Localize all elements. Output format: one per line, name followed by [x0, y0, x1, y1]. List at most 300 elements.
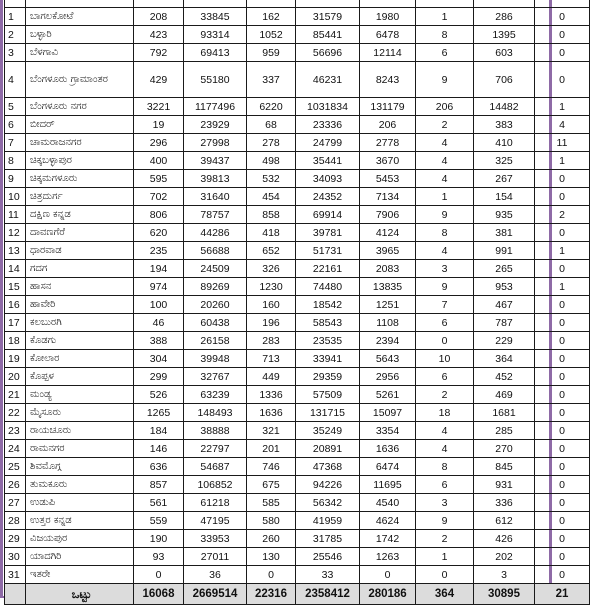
value-cell: 337	[247, 62, 296, 98]
value-cell: 8	[416, 224, 474, 242]
row-number-cell: 19	[5, 350, 26, 368]
value-cell: 383	[474, 116, 535, 134]
value-cell: 146	[134, 440, 184, 458]
value-cell: 636	[134, 458, 184, 476]
value-cell	[474, 0, 535, 8]
value-cell: 46231	[296, 62, 360, 98]
value-cell: 4	[416, 152, 474, 170]
value-cell: 1980	[360, 8, 416, 26]
value-cell: 857	[134, 476, 184, 494]
value-cell: 792	[134, 44, 184, 62]
value-cell	[360, 0, 416, 8]
value-cell: 33953	[184, 530, 247, 548]
value-cell: 0	[535, 26, 590, 44]
value-cell: 46	[134, 314, 184, 332]
row-number-cell: 29	[5, 530, 26, 548]
value-cell: 388	[134, 332, 184, 350]
value-cell: 24799	[296, 134, 360, 152]
value-cell: 400	[134, 152, 184, 170]
district-name-cell: ದಾವಣಗೆರೆ	[26, 224, 134, 242]
value-cell: 559	[134, 512, 184, 530]
row-number-cell: 22	[5, 404, 26, 422]
value-cell: 6	[416, 44, 474, 62]
value-cell: 190	[134, 530, 184, 548]
value-cell: 154	[474, 188, 535, 206]
row-number-cell: 16	[5, 296, 26, 314]
table-row	[5, 260, 590, 278]
value-cell: 299	[134, 368, 184, 386]
row-number-cell: 6	[5, 116, 26, 134]
row-number-cell: 4	[5, 62, 26, 98]
value-cell: 2	[416, 116, 474, 134]
value-cell: 6	[416, 368, 474, 386]
table-row	[5, 332, 590, 350]
value-cell: 0	[416, 332, 474, 350]
value-cell: 974	[134, 278, 184, 296]
value-cell: 3	[416, 260, 474, 278]
district-name-cell: ತುಮಕೂರು	[26, 476, 134, 494]
value-cell: 620	[134, 224, 184, 242]
value-cell	[134, 0, 184, 8]
value-cell: 321	[247, 422, 296, 440]
value-cell: 6478	[360, 26, 416, 44]
district-name-cell: ಮೈಸೂರು	[26, 404, 134, 422]
total-value-cell: 280186	[360, 584, 416, 605]
table-row	[5, 278, 590, 296]
value-cell: 201	[247, 440, 296, 458]
value-cell: 4	[416, 242, 474, 260]
value-cell: 0	[535, 224, 590, 242]
district-name-cell	[26, 0, 134, 8]
value-cell: 612	[474, 512, 535, 530]
row-number-cell: 2	[5, 26, 26, 44]
value-cell: 27998	[184, 134, 247, 152]
row-number-cell: 31	[5, 566, 26, 584]
total-number-cell	[5, 584, 26, 605]
value-cell: 561	[134, 494, 184, 512]
value-cell: 8	[416, 26, 474, 44]
value-cell: 4	[416, 170, 474, 188]
value-cell: 55180	[184, 62, 247, 98]
value-cell: 69914	[296, 206, 360, 224]
value-cell: 89269	[184, 278, 247, 296]
value-cell: 713	[247, 350, 296, 368]
value-cell: 1	[535, 152, 590, 170]
value-cell: 410	[474, 134, 535, 152]
value-cell: 162	[247, 8, 296, 26]
value-cell: 7134	[360, 188, 416, 206]
value-cell: 1	[416, 188, 474, 206]
value-cell: 202	[474, 548, 535, 566]
row-number-cell: 21	[5, 386, 26, 404]
row-number-cell: 28	[5, 512, 26, 530]
value-cell: 0	[535, 548, 590, 566]
value-cell: 1742	[360, 530, 416, 548]
value-cell: 452	[474, 368, 535, 386]
value-cell: 38888	[184, 422, 247, 440]
value-cell: 326	[247, 260, 296, 278]
value-cell: 467	[474, 296, 535, 314]
value-cell: 12114	[360, 44, 416, 62]
table-row	[5, 170, 590, 188]
district-name-cell: ಚಿಕ್ಕಮಗಳೂರು	[26, 170, 134, 188]
district-name-cell: ಕಲಬುರಗಿ	[26, 314, 134, 332]
value-cell: 196	[247, 314, 296, 332]
district-name-cell: ಕೊಪ್ಪಳ	[26, 368, 134, 386]
total-value-cell: 16068	[134, 584, 184, 605]
row-number-cell: 20	[5, 368, 26, 386]
value-cell: 61218	[184, 494, 247, 512]
value-cell: 0	[360, 566, 416, 584]
value-cell: 78757	[184, 206, 247, 224]
row-number-cell: 23	[5, 422, 26, 440]
value-cell: 74480	[296, 278, 360, 296]
value-cell	[247, 0, 296, 8]
value-cell: 991	[474, 242, 535, 260]
value-cell: 469	[474, 386, 535, 404]
value-cell: 0	[535, 530, 590, 548]
row-number-cell: 9	[5, 170, 26, 188]
value-cell: 47368	[296, 458, 360, 476]
value-cell: 9	[416, 512, 474, 530]
row-number-cell: 14	[5, 260, 26, 278]
table-row	[5, 0, 590, 8]
value-cell: 1031834	[296, 98, 360, 116]
value-cell: 11695	[360, 476, 416, 494]
value-cell: 33941	[296, 350, 360, 368]
row-number-cell: 17	[5, 314, 26, 332]
value-cell: 13835	[360, 278, 416, 296]
value-cell: 100	[134, 296, 184, 314]
value-cell: 296	[134, 134, 184, 152]
value-cell: 23535	[296, 332, 360, 350]
value-cell: 0	[535, 368, 590, 386]
value-cell: 56696	[296, 44, 360, 62]
value-cell: 4	[416, 440, 474, 458]
value-cell: 27011	[184, 548, 247, 566]
district-name-cell: ಗದಗ	[26, 260, 134, 278]
value-cell: 1251	[360, 296, 416, 314]
table-row	[5, 530, 590, 548]
table-row	[5, 296, 590, 314]
table-row	[5, 206, 590, 224]
value-cell: 39948	[184, 350, 247, 368]
district-name-cell: ಬೆಂಗಳೂರು ಗ್ರಾಮಾಂತರ	[26, 62, 134, 98]
value-cell: 1	[535, 98, 590, 116]
value-cell: 184	[134, 422, 184, 440]
value-cell: 235	[134, 242, 184, 260]
value-cell: 47195	[184, 512, 247, 530]
value-cell: 8243	[360, 62, 416, 98]
value-cell: 9	[416, 278, 474, 296]
value-cell: 93	[134, 548, 184, 566]
value-cell: 283	[247, 332, 296, 350]
value-cell: 2956	[360, 368, 416, 386]
value-cell: 1263	[360, 548, 416, 566]
value-cell: 675	[247, 476, 296, 494]
row-number-cell: 8	[5, 152, 26, 170]
value-cell: 4540	[360, 494, 416, 512]
value-cell: 32767	[184, 368, 247, 386]
district-name-cell: ಚಾಮರಾಜನಗರ	[26, 134, 134, 152]
district-name-cell: ಕೊಡಗು	[26, 332, 134, 350]
table-row	[5, 26, 590, 44]
value-cell: 44286	[184, 224, 247, 242]
row-number-cell: 15	[5, 278, 26, 296]
value-cell: 702	[134, 188, 184, 206]
value-cell: 267	[474, 170, 535, 188]
value-cell: 20260	[184, 296, 247, 314]
value-cell: 5453	[360, 170, 416, 188]
value-cell: 41959	[296, 512, 360, 530]
value-cell: 4624	[360, 512, 416, 530]
value-cell: 19	[134, 116, 184, 134]
value-cell: 0	[535, 62, 590, 98]
district-name-cell: ವಿಜಯಪುರ	[26, 530, 134, 548]
value-cell: 2778	[360, 134, 416, 152]
row-number-cell: 3	[5, 44, 26, 62]
value-cell: 498	[247, 152, 296, 170]
value-cell: 1052	[247, 26, 296, 44]
value-cell: 1395	[474, 26, 535, 44]
row-number-cell: 18	[5, 332, 26, 350]
row-number-cell: 1	[5, 8, 26, 26]
row-number-cell: 11	[5, 206, 26, 224]
district-name-cell: ರಾಯಚೂರು	[26, 422, 134, 440]
table-row	[5, 152, 590, 170]
table-row	[5, 458, 590, 476]
value-cell: 0	[535, 566, 590, 584]
value-cell: 11	[535, 134, 590, 152]
value-cell: 265	[474, 260, 535, 278]
table-row	[5, 62, 590, 98]
total-value-cell: 2669514	[184, 584, 247, 605]
value-cell: 6474	[360, 458, 416, 476]
value-cell: 56688	[184, 242, 247, 260]
value-cell: 0	[535, 8, 590, 26]
value-cell: 39813	[184, 170, 247, 188]
value-cell: 22161	[296, 260, 360, 278]
value-cell: 85441	[296, 26, 360, 44]
value-cell: 18	[416, 404, 474, 422]
value-cell: 1	[416, 548, 474, 566]
value-cell: 5261	[360, 386, 416, 404]
value-cell: 35249	[296, 422, 360, 440]
row-number-cell: 26	[5, 476, 26, 494]
value-cell: 270	[474, 440, 535, 458]
value-cell: 51731	[296, 242, 360, 260]
row-number-cell: 25	[5, 458, 26, 476]
value-cell: 8	[416, 458, 474, 476]
table-row	[5, 98, 590, 116]
total-label: ಒಟ್ಟು	[26, 584, 134, 605]
value-cell: 94226	[296, 476, 360, 494]
value-cell: 285	[474, 422, 535, 440]
value-cell: 31579	[296, 8, 360, 26]
table-row	[5, 386, 590, 404]
value-cell: 33	[296, 566, 360, 584]
row-number-cell: 27	[5, 494, 26, 512]
value-cell: 286	[474, 8, 535, 26]
value-cell: 23929	[184, 116, 247, 134]
table-body	[5, 0, 590, 605]
value-cell: 858	[247, 206, 296, 224]
row-number-cell: 12	[5, 224, 26, 242]
value-cell: 36	[184, 566, 247, 584]
value-cell: 0	[535, 332, 590, 350]
value-cell: 6220	[247, 98, 296, 116]
value-cell: 1230	[247, 278, 296, 296]
table-row	[5, 242, 590, 260]
row-number-cell: 5	[5, 98, 26, 116]
table-row	[5, 188, 590, 206]
total-value-cell: 364	[416, 584, 474, 605]
value-cell: 1177496	[184, 98, 247, 116]
value-cell: 1108	[360, 314, 416, 332]
value-cell: 15097	[360, 404, 416, 422]
value-cell: 0	[535, 314, 590, 332]
value-cell: 0	[134, 566, 184, 584]
value-cell: 580	[247, 512, 296, 530]
district-name-cell: ಮಂಡ್ಯ	[26, 386, 134, 404]
value-cell: 0	[535, 422, 590, 440]
value-cell: 0	[416, 566, 474, 584]
value-cell: 0	[535, 458, 590, 476]
value-cell: 148493	[184, 404, 247, 422]
table-row	[5, 422, 590, 440]
value-cell: 6	[416, 314, 474, 332]
value-cell: 5643	[360, 350, 416, 368]
value-cell: 787	[474, 314, 535, 332]
value-cell: 130	[247, 548, 296, 566]
value-cell: 60438	[184, 314, 247, 332]
value-cell: 0	[535, 440, 590, 458]
value-cell: 6	[416, 476, 474, 494]
value-cell: 1636	[247, 404, 296, 422]
table-row	[5, 44, 590, 62]
value-cell: 131179	[360, 98, 416, 116]
table-row	[5, 440, 590, 458]
value-cell	[416, 0, 474, 8]
value-cell: 845	[474, 458, 535, 476]
value-cell: 57509	[296, 386, 360, 404]
value-cell: 2394	[360, 332, 416, 350]
district-name-cell: ಧಾರವಾಡ	[26, 242, 134, 260]
value-cell: 229	[474, 332, 535, 350]
value-cell: 426	[474, 530, 535, 548]
row-number-cell: 24	[5, 440, 26, 458]
value-cell: 746	[247, 458, 296, 476]
value-cell: 24509	[184, 260, 247, 278]
value-cell: 26158	[184, 332, 247, 350]
value-cell: 39437	[184, 152, 247, 170]
value-cell: 429	[134, 62, 184, 98]
value-cell: 3	[416, 494, 474, 512]
value-cell: 3965	[360, 242, 416, 260]
value-cell: 532	[247, 170, 296, 188]
value-cell: 4124	[360, 224, 416, 242]
total-value-cell: 21	[535, 584, 590, 605]
value-cell: 0	[535, 44, 590, 62]
value-cell: 14482	[474, 98, 535, 116]
value-cell: 7	[416, 296, 474, 314]
row-number-cell: 13	[5, 242, 26, 260]
value-cell: 0	[247, 566, 296, 584]
district-name-cell: ಶಿವಮೊಗ್ಗ	[26, 458, 134, 476]
table-row	[5, 350, 590, 368]
value-cell: 706	[474, 62, 535, 98]
value-cell: 304	[134, 350, 184, 368]
value-cell: 526	[134, 386, 184, 404]
value-cell: 20891	[296, 440, 360, 458]
value-cell: 1681	[474, 404, 535, 422]
district-name-cell: ಬೆಳಗಾವಿ	[26, 44, 134, 62]
value-cell: 9	[416, 62, 474, 98]
value-cell: 0	[535, 188, 590, 206]
value-cell: 3354	[360, 422, 416, 440]
value-cell: 93314	[184, 26, 247, 44]
table-row	[5, 476, 590, 494]
value-cell: 69413	[184, 44, 247, 62]
value-cell: 39781	[296, 224, 360, 242]
value-cell: 4	[416, 134, 474, 152]
total-row	[5, 584, 590, 605]
district-name-cell: ಬೀದರ್	[26, 116, 134, 134]
value-cell: 33845	[184, 8, 247, 26]
district-name-cell: ಬೆಂಗಳೂರು ನಗರ	[26, 98, 134, 116]
value-cell: 24352	[296, 188, 360, 206]
value-cell: 806	[134, 206, 184, 224]
value-cell: 22797	[184, 440, 247, 458]
value-cell: 23336	[296, 116, 360, 134]
value-cell: 1336	[247, 386, 296, 404]
value-cell: 953	[474, 278, 535, 296]
total-value-cell: 2358412	[296, 584, 360, 605]
value-cell: 3670	[360, 152, 416, 170]
value-cell: 1	[535, 278, 590, 296]
value-cell: 208	[134, 8, 184, 26]
row-number-cell: 30	[5, 548, 26, 566]
value-cell: 3221	[134, 98, 184, 116]
value-cell: 260	[247, 530, 296, 548]
value-cell: 278	[247, 134, 296, 152]
value-cell: 29359	[296, 368, 360, 386]
value-cell: 595	[134, 170, 184, 188]
value-cell: 603	[474, 44, 535, 62]
value-cell: 35441	[296, 152, 360, 170]
table-row	[5, 8, 590, 26]
district-name-cell: ಉಡುಪಿ	[26, 494, 134, 512]
value-cell	[184, 0, 247, 8]
value-cell: 585	[247, 494, 296, 512]
value-cell: 2	[416, 386, 474, 404]
value-cell: 160	[247, 296, 296, 314]
total-value-cell: 30895	[474, 584, 535, 605]
table-row	[5, 224, 590, 242]
value-cell: 652	[247, 242, 296, 260]
district-name-cell: ಹಾವೇರಿ	[26, 296, 134, 314]
district-table	[4, 0, 590, 605]
value-cell: 18542	[296, 296, 360, 314]
table-row	[5, 512, 590, 530]
value-cell: 0	[535, 494, 590, 512]
value-cell: 63239	[184, 386, 247, 404]
district-name-cell: ಯಾದಗಿರಿ	[26, 548, 134, 566]
district-name-cell: ಬಳ್ಳಾರಿ	[26, 26, 134, 44]
value-cell: 454	[247, 188, 296, 206]
district-name-cell: ಚಿಕ್ಕಬಳ್ಳಾಪುರ	[26, 152, 134, 170]
district-name-cell: ಚಿತ್ರದುರ್ಗ	[26, 188, 134, 206]
